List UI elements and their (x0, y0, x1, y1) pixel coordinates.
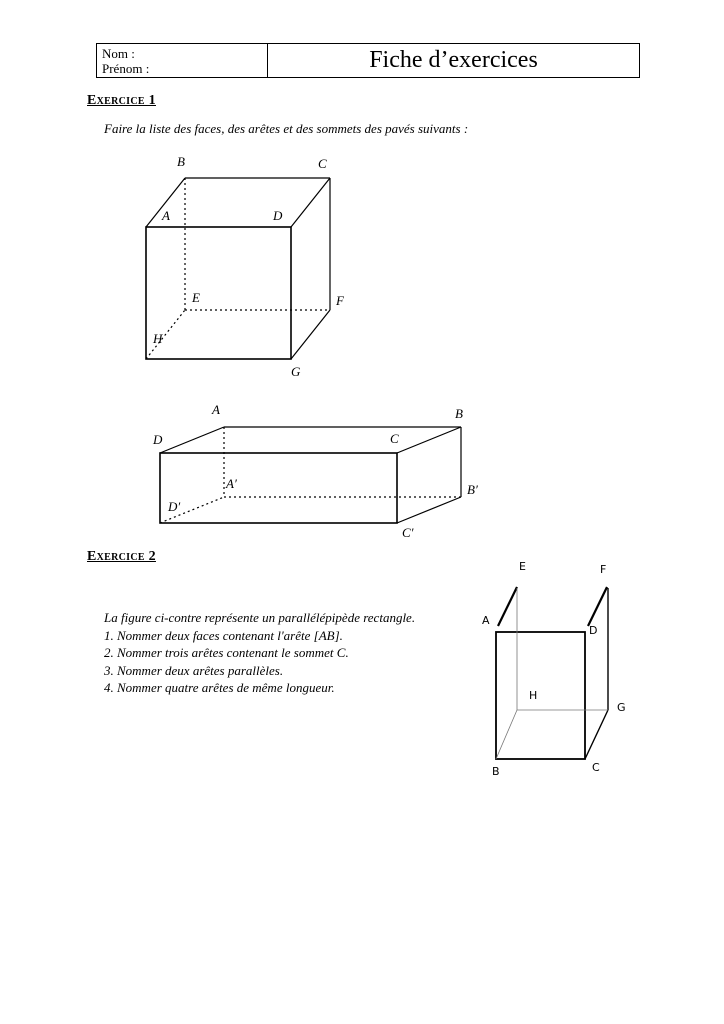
fig3-label-H: H (529, 689, 538, 702)
fig3-edge-AE (498, 587, 517, 626)
question-2: 2. Nommer trois arêtes contenant le sommet C. (104, 645, 349, 661)
page-title: Fiche d’exercices (369, 47, 538, 73)
fig3-label-G: G (617, 701, 626, 714)
fig3-label-E: E (519, 560, 526, 573)
fig1-label-C: C (318, 156, 327, 171)
fig2-label-A: A (212, 402, 220, 417)
fig2-label-D: D (153, 432, 163, 447)
question-1: 1. Nommer deux faces contenant l'arête [AB]. (104, 627, 343, 643)
fig1-label-E: E (192, 290, 200, 305)
fig3-edge-CG (585, 710, 608, 759)
fig2-front-face (160, 453, 397, 523)
fig3-label-D: D (589, 624, 598, 637)
fig2-label-C-prime: C′ (402, 525, 414, 540)
exercice1-instruction: Faire la liste des faces, des arêtes et des sommets des pavés suivants : (104, 121, 469, 136)
fig1-label-D: D (273, 208, 283, 223)
fig3-label-F: F (600, 563, 607, 576)
fig2-edge-CB (397, 427, 461, 453)
nom-label: Nom : (102, 46, 135, 61)
exercice1-title: Exercice 1 (87, 93, 156, 108)
fig1-front-face (146, 227, 291, 359)
fig1-hidden-HE (146, 310, 185, 359)
fig1-label-G: G (291, 364, 301, 379)
figure2-box (160, 427, 461, 523)
fig2-label-C: C (390, 431, 399, 446)
fig3-front-face (496, 632, 585, 759)
exercice2-intro: La figure ci-contre représente un parallélépipède rectangle. (104, 610, 416, 625)
fig3-label-B: B (492, 765, 500, 778)
fig2-label-D-prime: D′ (168, 499, 181, 514)
prenom-label: Prénom : (102, 61, 150, 76)
fig3-label-A: A (482, 614, 490, 627)
exercice2-title: Exercice 2 (87, 549, 156, 564)
fig2-edge-DA (160, 427, 224, 453)
fig3-edge-DF (588, 587, 607, 626)
fig1-label-A: A (162, 208, 170, 223)
fig1-label-H: H (153, 331, 163, 346)
figure1-cube (146, 178, 330, 359)
fig3-label-C: C (592, 761, 600, 774)
fig3-hidden-BH (496, 710, 517, 759)
fig1-label-B: B (177, 154, 185, 169)
figure3-box (496, 587, 608, 759)
fig1-edge-DC (291, 178, 330, 227)
fig2-label-A-prime: A′ (226, 476, 237, 491)
fig1-label-F: F (336, 293, 344, 308)
question-4: 4. Nommer quatre arêtes de même longueur. (104, 680, 335, 696)
fig2-edge-CpBp (397, 497, 461, 523)
fig2-label-B-prime: B′ (467, 482, 478, 497)
fig1-edge-GF (291, 310, 330, 359)
question-3: 3. Nommer deux arêtes parallèles. (104, 662, 284, 678)
fig2-label-B: B (455, 406, 463, 421)
